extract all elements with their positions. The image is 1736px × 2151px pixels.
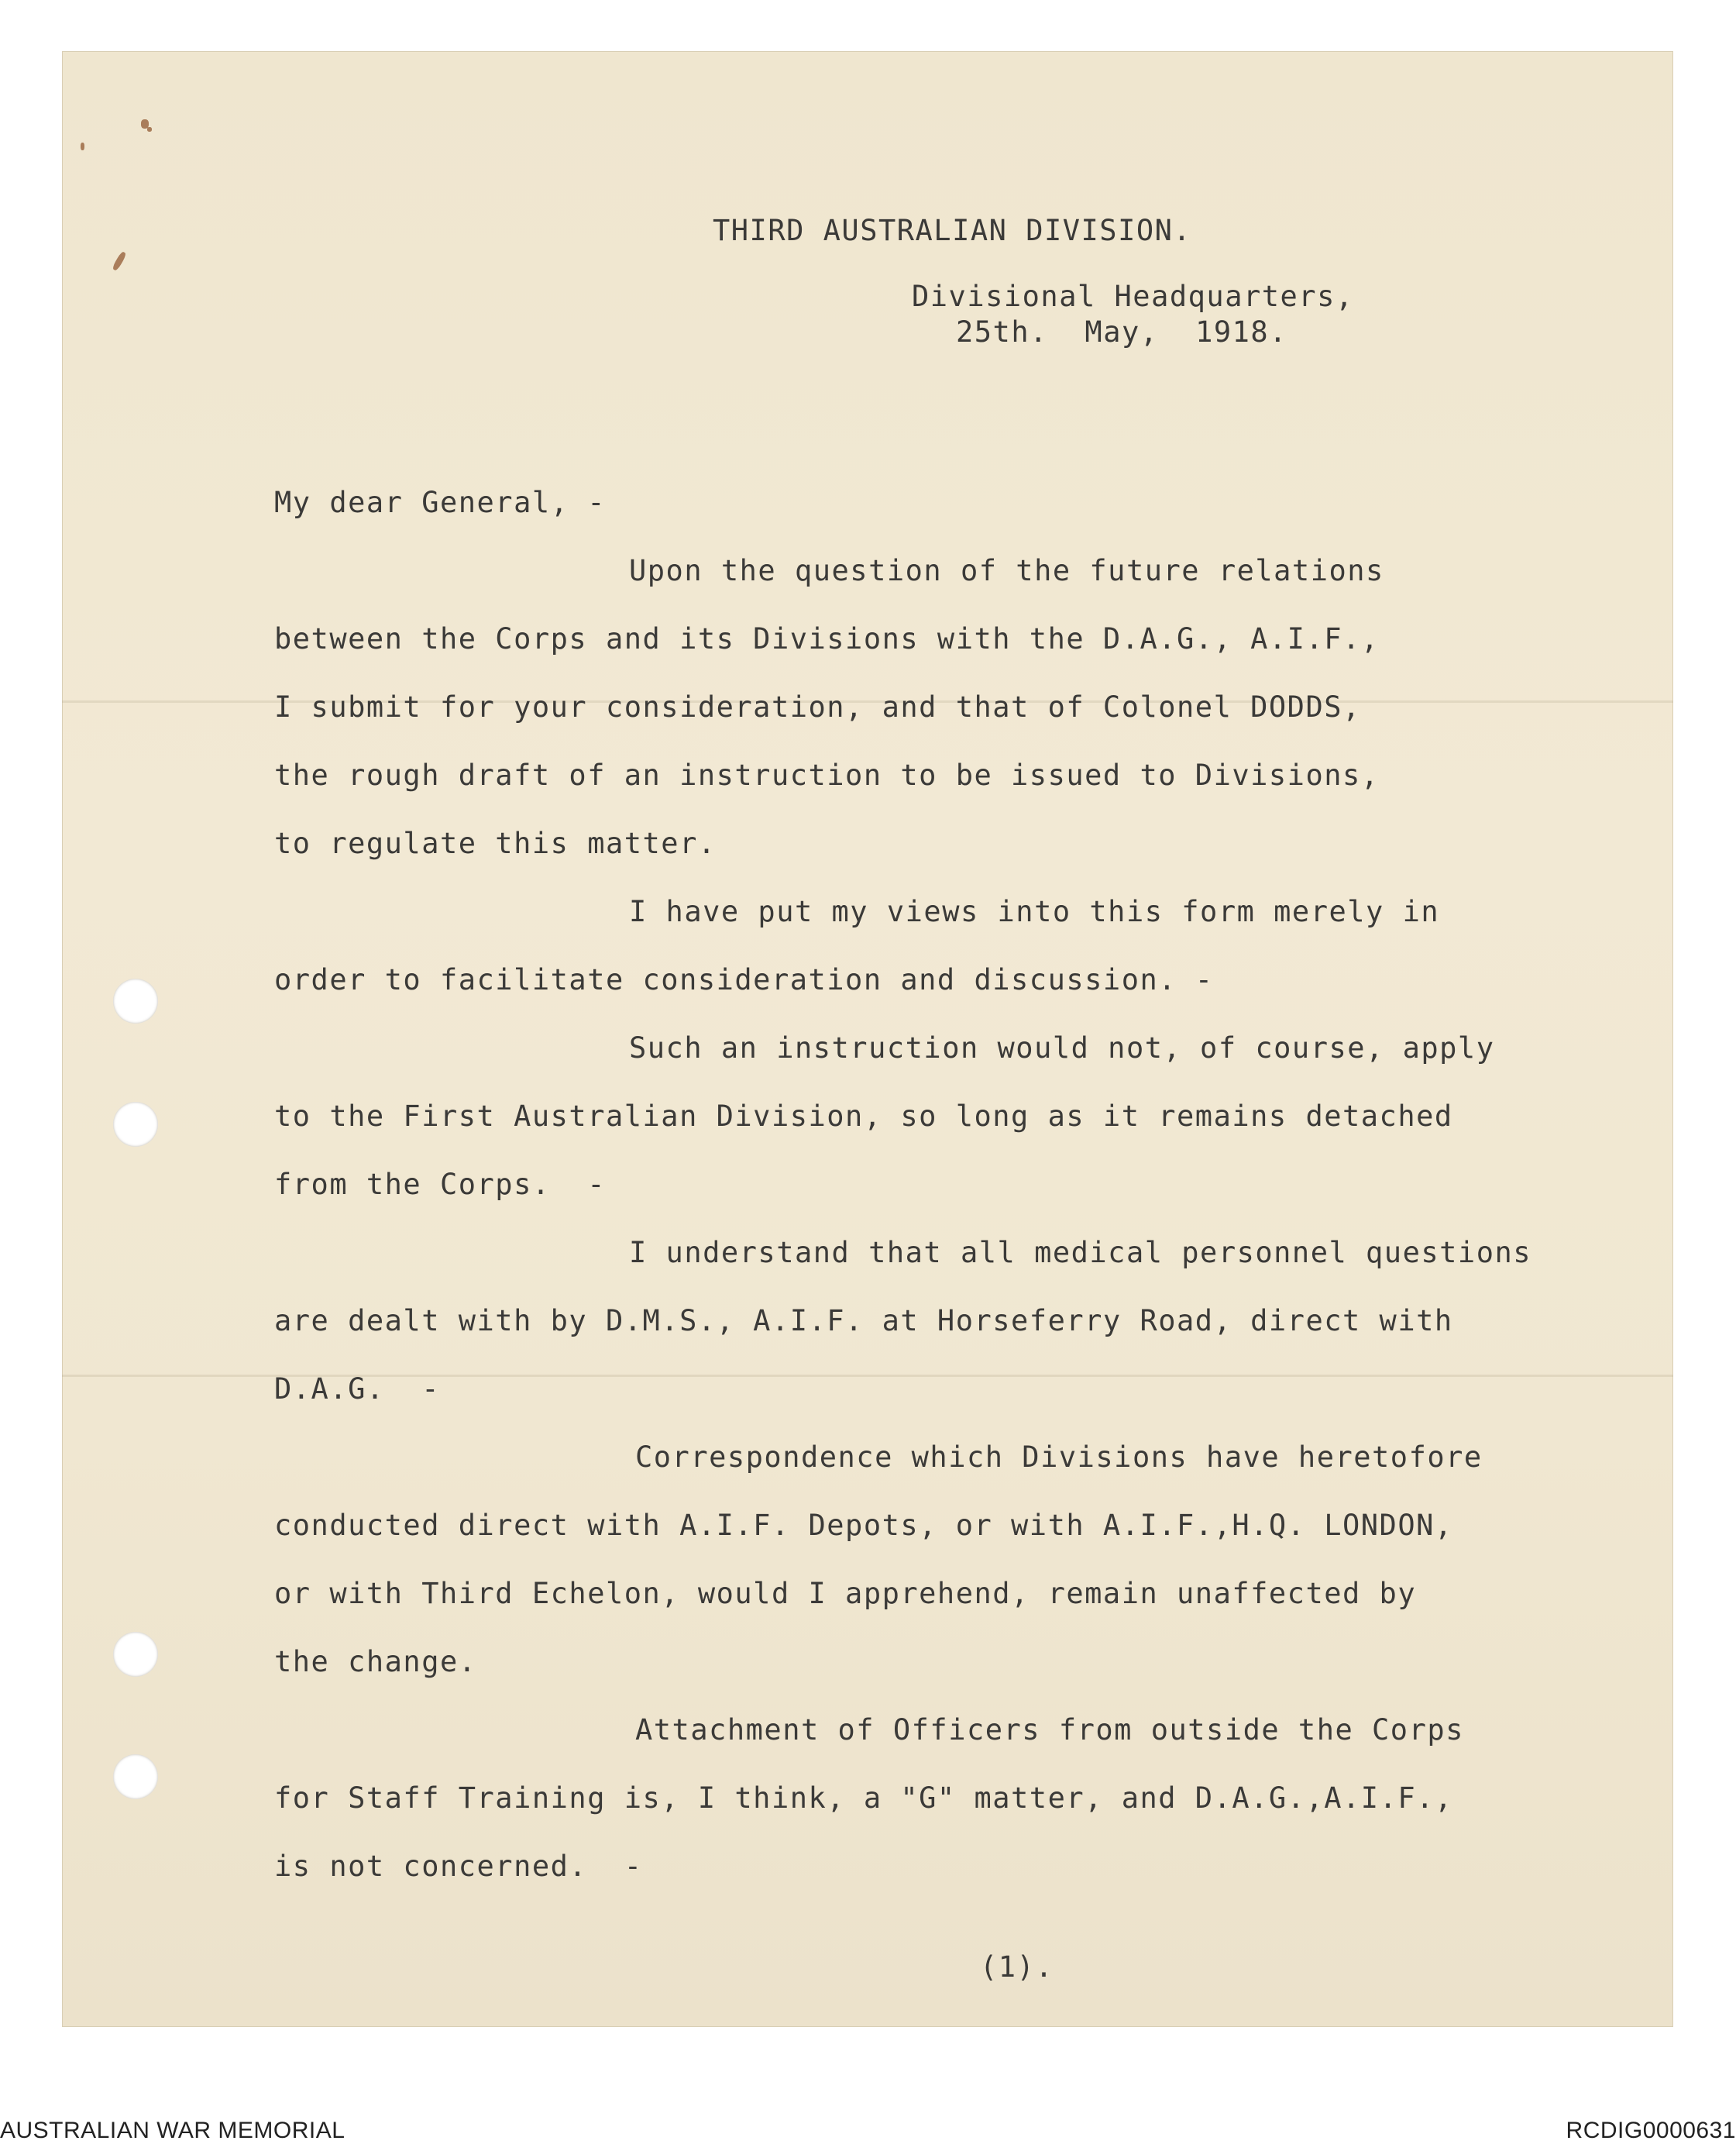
ink-stain [147, 127, 152, 132]
page-number: (1). [980, 1950, 1054, 1984]
body-line: from the Corps. - [274, 1168, 606, 1201]
ink-stain [112, 251, 127, 272]
letter-date: 25th. May, 1918. [956, 315, 1287, 349]
punch-hole [113, 1102, 158, 1147]
body-line: or with Third Echelon, would I apprehend, remain unaffected by [274, 1577, 1417, 1610]
body-line: to regulate this matter. [274, 827, 717, 860]
body-line: Attachment of Officers from outside the Corps [635, 1713, 1464, 1747]
salutation: My dear General, - [274, 486, 606, 519]
body-line: to the First Australian Division, so long as it remains detached [274, 1100, 1453, 1133]
body-line: Upon the question of the future relations [629, 554, 1384, 587]
archive-credit: AUSTRALIAN WAR MEMORIAL [0, 2118, 345, 2143]
body-line: conducted direct with A.I.F. Depots, or with A.I.F.,H.Q. LONDON, [274, 1509, 1453, 1542]
body-line: for Staff Training is, I think, a "G" matter, and D.A.G.,A.I.F., [274, 1781, 1453, 1815]
body-line: D.A.G. - [274, 1372, 440, 1406]
record-id: RCDIG0000631 [1566, 2118, 1736, 2143]
punch-hole [113, 979, 158, 1024]
address-line: Divisional Headquarters, [912, 280, 1354, 313]
body-line: I have put my views into this form merely in [629, 895, 1440, 928]
body-line: between the Corps and its Divisions with the D.A.G., A.I.F., [274, 622, 1380, 656]
body-line: order to facilitate consideration and discussion. - [274, 963, 1214, 996]
body-line: I understand that all medical personnel questions [629, 1236, 1532, 1269]
body-line: I submit for your consideration, and that of Colonel DODDS, [274, 690, 1361, 724]
ink-stain [81, 143, 84, 150]
body-line: is not concerned. - [274, 1850, 643, 1883]
division-heading: THIRD AUSTRALIAN DIVISION. [713, 214, 1192, 247]
body-line: are dealt with by D.M.S., A.I.F. at Horseferry Road, direct with [274, 1304, 1453, 1337]
body-line: Such an instruction would not, of course, apply [629, 1031, 1495, 1065]
punch-hole [113, 1632, 158, 1677]
body-line: the rough draft of an instruction to be issued to Divisions, [274, 759, 1380, 792]
body-line: the change. [274, 1645, 477, 1678]
body-line: Correspondence which Divisions have heretofore [635, 1440, 1483, 1474]
punch-hole [113, 1754, 158, 1799]
